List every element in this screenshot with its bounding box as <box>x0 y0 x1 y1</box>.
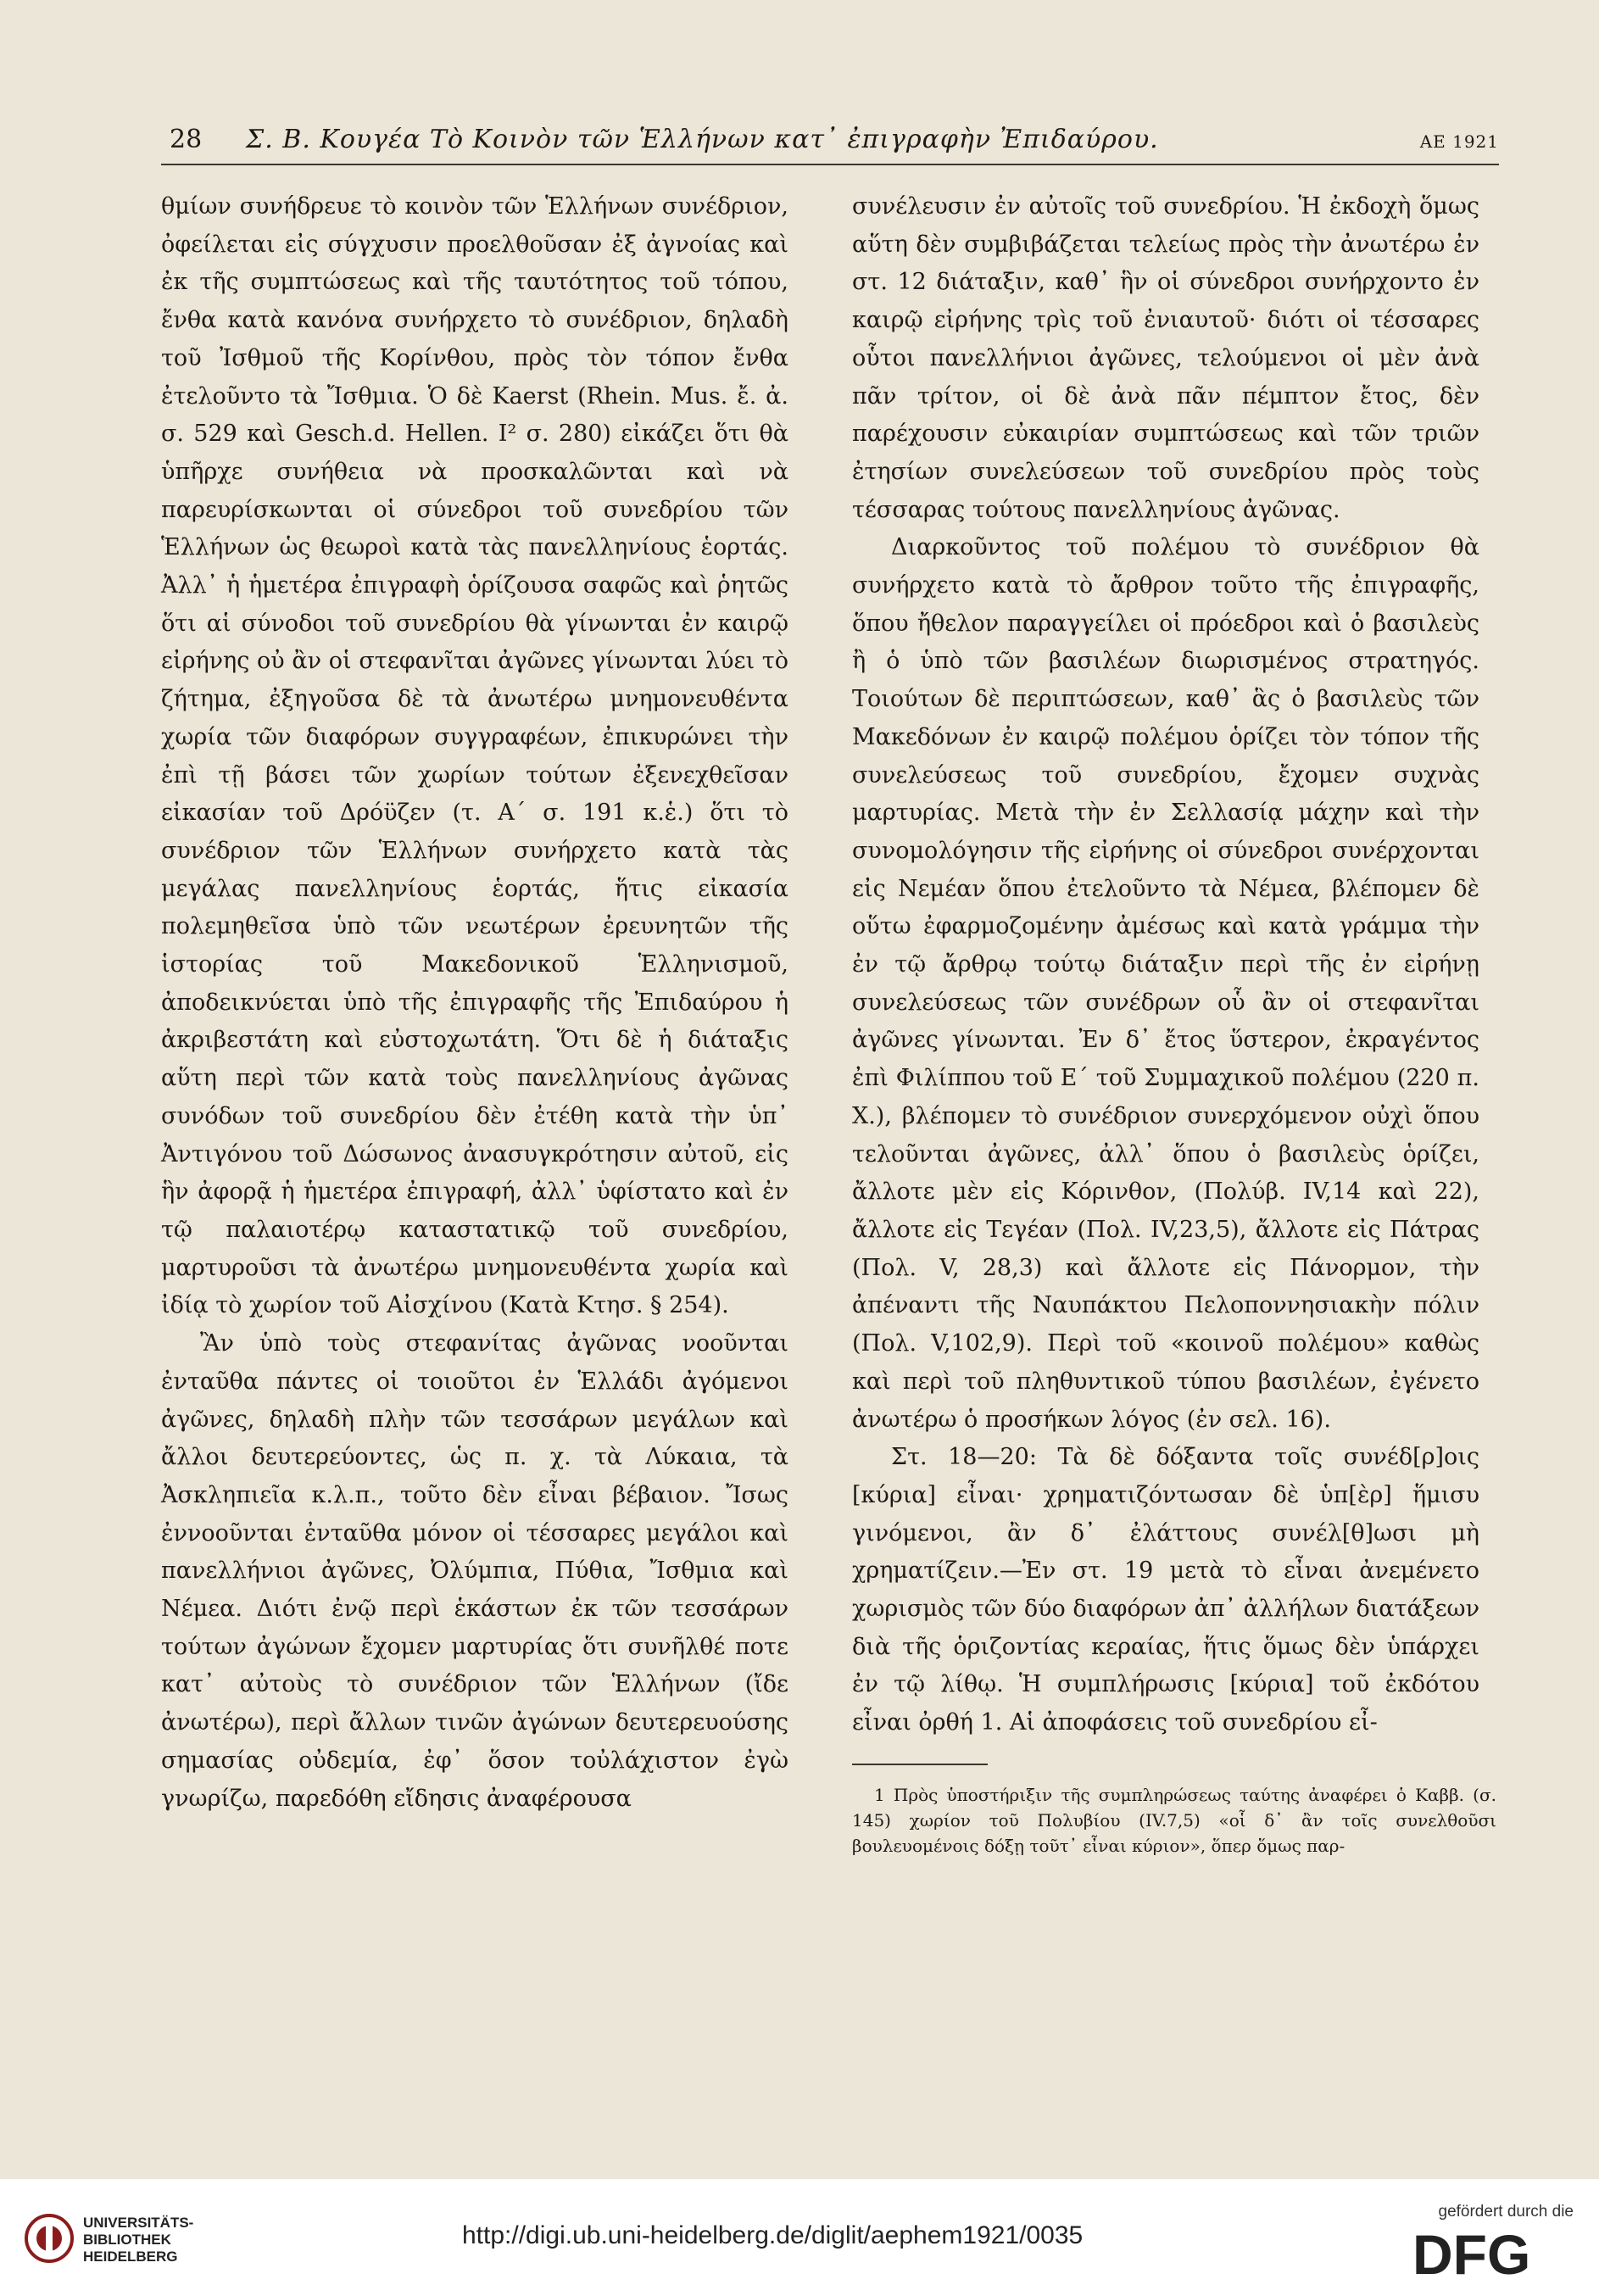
journal-reference: ΑΕ 1921 <box>1419 131 1499 152</box>
dfg-logo-text: DFG <box>1412 2228 1531 2281</box>
university-library-name: UNIVERSITÄTS- BIBLIOTHEK HEIDELBERG <box>83 2215 194 2265</box>
footnotes <box>852 1782 1496 1859</box>
left-paragraph-2: Ἂν ὑπὸ τοὺς στεφανίτας ἀγῶνας νοοῦνται ἐνταῦθα πάντες οἱ τοιοῦτοι ἐν Ἑλλάδι ἀγόμενοι ἀγῶνες, δηλαδὴ πλὴν τῶν τεσσάρων μεγάλων καὶ ἄλλοι δευτερεύοντες, ὡς π. χ. τὰ Λύκαια, τὰ Ἀσκληπιεῖα κ.λ.π., τοῦτο δὲν εἶναι βέβαιον. Ἴσως ἐννοοῦνται ἐνταῦθα μόνον οἱ τέσσαρες μεγάλοι καὶ πανελλήνιοι ἀγῶνες, Ὀλύμπια, Πύθια, Ἴσθμια καὶ Νέμεα. Διότι ἐνῷ περὶ ἑκάστων ἐκ τῶν τεσσάρων τούτων ἀγώνων ἔχομεν μαρτυρίας ὅτι συνῆλθέ ποτε κατ᾽ αὐτοὺς τὸ συνέδριον τῶν Ἑλλήνων (ἴδε ἀνωτέρω), περὶ ἄλλων τινῶν ἀγώνων δευτερευούσης σημασίας οὐδεμία, ἐφ᾽ ὅσον τοὐλάχιστον ἐγὼ γνωρίζω, παρεδόθη εἴδησις ἀναφέρουσα <box>161 1330 788 1812</box>
page-number: 28 <box>170 125 203 154</box>
university-seal-icon <box>24 2213 75 2264</box>
right-paragraph-1: συνέλευσιν ἐν αὐτοῖς τοῦ συνεδρίου. Ἡ ἐκδοχὴ ὅμως αὕτη δὲν συμβιβάζεται τελείως πρὸς τὴν ἀνωτέρω ἐν στ. 12 διάταξιν, καθ᾽ ἣν οἱ σύνεδροι συνήρχοντο ἐν καιρῷ εἰρήνης τρὶς τοῦ ἐνιαυτοῦ· διότι οἱ τέσσαρες οὗτοι πανελλήνιοι ἀγῶνες, τελούμενοι οἱ μὲν ἀνὰ πᾶν τρίτον, οἱ δὲ ἀνὰ πᾶν πέμπτον ἔτος, δὲν παρέχουσιν εὐκαιρίαν συμπτώσεως καὶ τῶν τριῶν ἐτησίων συνελεύσεων τοῦ συνεδρίου πρὸς τοὺς τέσσαρας τούτους πανελληνίους ἀγῶνας. <box>852 193 1479 523</box>
left-text-column <box>161 188 788 1818</box>
right-text-column <box>852 188 1479 1742</box>
source-url-link[interactable]: http://digi.ub.uni-heidelberg.de/diglit/aephem1921/0035 <box>462 2221 1084 2249</box>
page-header <box>161 123 1499 165</box>
running-title: Σ. Β. Κουγέα Τὸ Κοινὸν τῶν Ἑλλήνων κατ᾽ ἐπιγραφὴν Ἐπιδαύρου. <box>246 125 1159 154</box>
dfg-logo-icon <box>1412 2228 1574 2281</box>
footnote-1: 1 Πρὸς ὑποστήριξιν τῆς συμπληρώσεως ταύτης ἀναφέρει ὁ Καββ. (σ. 145) χωρίον τοῦ Πολυβίου (IV.7,5) «οἷ δ᾽ ἂν τοῖς συνελθοῦσι βουλευομένοις δόξῃ τοῦτ᾽ εἶναι κύριον», ὅπερ ὅμως παρ- <box>852 1785 1496 1856</box>
left-paragraph-1: θμίων συνήδρευε τὸ κοινὸν τῶν Ἑλλήνων συνέδριον, ὀφείλεται εἰς σύγχυσιν προελθοῦσαν ἐξ ἀγνοίας καὶ ἐκ τῆς συμπτώσεως καὶ τῆς ταυτότητος τοῦ τόπου, ἔνθα κατὰ κανόνα συνήρχετο τὸ συνέδριον, δηλαδὴ τοῦ Ἰσθμοῦ τῆς Κορίνθου, πρὸς τὸν τόπον ἔνθα ἐτελοῦντο τὰ Ἴσθμια. Ὁ δὲ Kaerst (Rhein. Mus. ἔ. ἀ. σ. 529 καὶ Gesch.d. Hellen. I² σ. 280) εἰκάζει ὅτι θὰ ὑπῆρχε συνήθεια νὰ προσκαλῶνται καὶ νὰ παρευρίσκωνται οἱ σύνεδροι τοῦ συνεδρίου τῶν Ἑλλήνων ὡς θεωροὶ κατὰ τὰς πανελληνίους ἑορτάς. Ἀλλ᾽ ἡ ἡμετέρα ἐπιγραφὴ ὁρίζουσα σαφῶς καὶ ῥητῶς ὅτι αἱ σύνοδοι τοῦ συνεδρίου θὰ γίνωνται ἐν καιρῷ εἰρήνης οὐ ἂν οἱ στεφανῖται ἀγῶνες γίνωνται λύει τὸ ζήτημα, ἐξηγοῦσα δὲ τὰ ἀνωτέρω μνημονευθέντα χωρία τῶν διαφόρων συγγραφέων, ἐπικυρώνει τὴν ἐπὶ τῇ βάσει τῶν χωρίων τούτων ἐξενεχθεῖσαν εἰκασίαν τοῦ Δρόϋζεν (τ. Α΄ σ. 191 κ.ἑ.) ὅτι τὸ συνέδριον τῶν Ἑλλήνων συνήρχετο κατὰ τὰς μεγάλας πανελληνίους ἑορτάς, ἥτις εἰκασία πολεμηθεῖσα ὑπὸ τῶν νεωτέρων ἐρευνητῶν τῆς ἱστορίας τοῦ Μακεδονικοῦ Ἑλληνισμοῦ, ἀποδεικνύεται ὑπὸ τῆς ἐπιγραφῆς τῆς Ἐπιδαύρου ἡ ἀκριβεστάτη καὶ εὐστοχωτάτη. Ὅτι δὲ ἡ διάταξις αὕτη περὶ τῶν κατὰ τοὺς πανελληνίους ἀγῶνας συνόδων τοῦ συνεδρίου δὲν ἐτέθη κατὰ τὴν ὑπ᾽ Ἀντιγόνου τοῦ Δώσωνος ἀνασυγκρότησιν αὐτοῦ, εἰς ἣν ἀφορᾷ ἡ ἡμετέρα ἐπιγραφή, ἀλλ᾽ ὑφίστατο καὶ ἐν τῷ παλαιοτέρῳ καταστατικῷ τοῦ συνεδρίου, μαρτυροῦσι τὰ ἀνωτέρω μνημονευθέντα χωρία καὶ ἰδίᾳ τὸ χωρίον τοῦ Αἰσχίνου (Κατὰ Κτησ. § 254). <box>161 193 788 1319</box>
right-paragraph-3: Στ. 18—20: Τὰ δὲ δόξαντα τοῖς συνέδ[ρ]οις [κύρια] εἶναι· χρηματιζόντωσαν δὲ ὑπ[ὲρ] ἥμισυ γινόμενοι, ἂν δ᾽ ἐλάττους συνέλ[θ]ωσι μὴ χρηματίζειν.—Ἐν στ. 19 μετὰ τὸ εἶναι ἀνεμένετο χωρισμὸς τῶν δύο διαφόρων ἀπ᾽ ἀλλήλων διατάξεων διὰ τῆς ὁριζοντίας κεραίας, ἥτις ὅμως δὲν ὑπάρχει ἐν τῷ λίθῳ. Ἡ συμπλήρωσις [κύρια] τοῦ ἐκδότου εἶναι ὀρθή 1. Αἱ ἀποφάσεις τοῦ συνεδρίου εἶ- <box>852 1444 1479 1736</box>
funding-note: gefördert durch die <box>1438 2203 1574 2221</box>
footnote-divider <box>852 1764 988 1765</box>
right-paragraph-2: Διαρκοῦντος τοῦ πολέμου τὸ συνέδριον θὰ συνήρχετο κατὰ τὸ ἄρθρον τοῦτο τῆς ἐπιγραφῆς, ὅπου ἤθελον παραγγείλει οἱ πρόεδροι καὶ ὁ βασιλεὺς ἢ ὁ ὑπὸ τῶν βασιλέων διωρισμένος στρατηγός. Τοιούτων δὲ περιπτώσεων, καθ᾽ ἃς ὁ βασιλεὺς τῶν Μακεδόνων ἐν καιρῷ πολέμου ὁρίζει τὸν τόπον τῆς συνελεύσεως τοῦ συνεδρίου, ἔχομεν συχνὰς μαρτυρίας. Μετὰ τὴν ἐν Σελλασίᾳ μάχην καὶ τὴν συνομολόγησιν τῆς εἰρήνης οἱ σύνεδροι συνέρχονται εἰς Νεμέαν ὅπου ἐτελοῦντο τὰ Νέμεα, βλέπομεν δὲ οὕτω ἐφαρμοζομένην ἀμέσως καὶ κατὰ γράμμα τὴν ἐν τῷ ἄρθρῳ τούτῳ διάταξιν περὶ τῆς ἐν εἰρήνῃ συνελεύσεως τῶν συνέδρων οὗ ἂν οἱ στεφανῖται ἀγῶνες γίνωνται. Ἐν δ᾽ ἔτος ὕστερον, ἐκραγέντος ἐπὶ Φιλίππου τοῦ Ε΄ τοῦ Συμμαχικοῦ πολέμου (220 π. Χ.), βλέπομεν τὸ συνέδριον συνερχόμενον οὐχὶ ὅπου τελοῦνται ἀγῶνες, ἀλλ᾽ ὅπου ὁ βασιλεὺς ὁρίζει, ἄλλοτε μὲν εἰς Κόρινθον, (Πολύβ. IV,14 καὶ 22), ἄλλοτε εἰς Τεγέαν (Πολ. IV,23,5), ἄλλοτε εἰς Πάτρας (Πολ. V, 28,3) καὶ ἄλλοτε εἰς Πάνορμον, τὴν ἀπέναντι τῆς Ναυπάκτου Πελοποννησιακὴν πόλιν (Πολ. V,102,9). Περὶ τοῦ «κοινοῦ πολέμου» καθὼς καὶ περὶ τοῦ πληθυντικοῦ τύπου βασιλέων, ἐγένετο ἀνωτέρω ὁ προσήκων λόγος (ἐν σελ. 16). <box>852 534 1479 1433</box>
digitization-footer <box>0 2179 1599 2296</box>
